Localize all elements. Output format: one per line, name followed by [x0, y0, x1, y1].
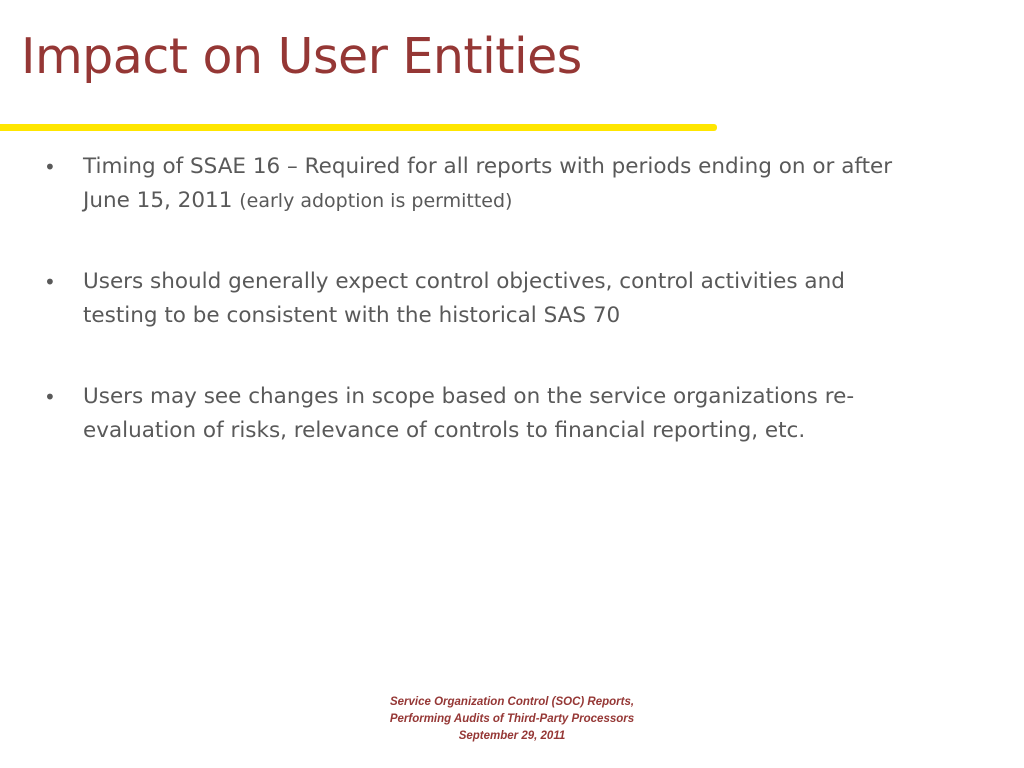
- bullet-item: [44, 265, 904, 333]
- bullet-item: [44, 150, 904, 218]
- bullet-note: (early adoption is permitted): [239, 190, 513, 212]
- bullet-text: Users should generally expect control objectives, control activities and testing to be consistent with the historical SAS 70: [83, 269, 845, 328]
- bullet-icon: •: [44, 270, 56, 294]
- bullet-text: Users may see changes in scope based on the service organizations re-evaluation of risks, relevance of controls to financial reporting, etc.: [83, 384, 855, 443]
- footer-line-2: Performing Audits of Third-Party Processors: [389, 713, 635, 725]
- bullet-item: [44, 380, 904, 448]
- bullet-icon: •: [44, 385, 56, 409]
- bullet-text: Timing of SSAE 16 – Required for all reports with periods ending on or after June 15, 2011: [83, 154, 893, 213]
- slide-footer: [312, 694, 712, 745]
- bullet-icon: •: [44, 155, 56, 179]
- slide-title: Impact on User Entities: [21, 28, 582, 85]
- footer-line-3: September 29, 2011: [458, 730, 566, 742]
- title-underline: [0, 124, 717, 131]
- bullet-list: [44, 150, 904, 495]
- footer-line-1: Service Organization Control (SOC) Reports,: [389, 696, 635, 708]
